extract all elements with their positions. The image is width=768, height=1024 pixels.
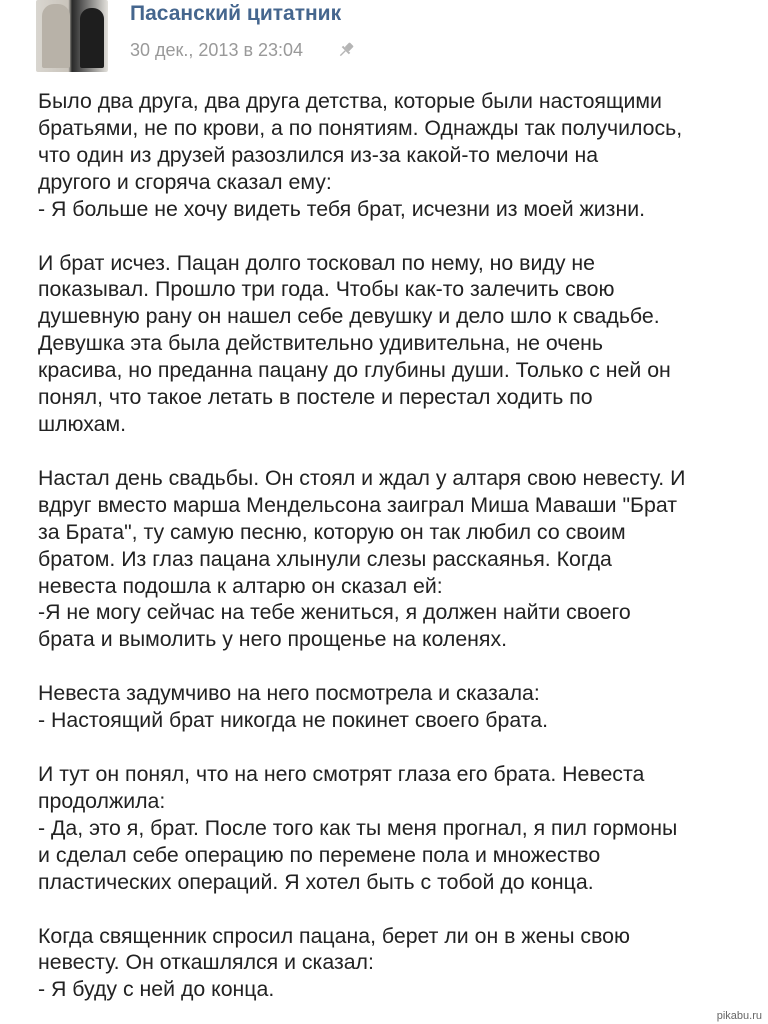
author-name-link[interactable]: Пасанский цитатник bbox=[130, 2, 342, 25]
text-line: другого и сгоряча сказал ему: bbox=[38, 169, 332, 194]
text-line: понял, что такое летать в постеле и перестал ходить по bbox=[38, 385, 593, 410]
text-line: - Настоящий брат никогда не покинет своего брата. bbox=[38, 708, 549, 733]
post-paragraph bbox=[38, 465, 758, 653]
post-paragraph bbox=[38, 88, 758, 223]
text-line: -Я не могу сейчас на тебе жениться, я должен найти своего bbox=[38, 600, 631, 625]
text-line: брата и вымолить у него прощенье на коленях. bbox=[38, 627, 508, 652]
text-line: - Я больше не хочу видеть тебя брат, исчезни из моей жизни. bbox=[38, 196, 646, 221]
post-paragraph bbox=[38, 250, 758, 438]
text-line: - Я буду с ней до конца. bbox=[38, 977, 275, 1002]
text-line: Настал день свадьбы. Он стоял и ждал у алтаря свою невесту. И bbox=[38, 465, 686, 490]
watermark: pikabu.ru bbox=[716, 1010, 762, 1022]
text-line: показывал. Прошло три года. Чтобы как-то залечить свою bbox=[38, 277, 615, 302]
text-line: душевную рану он нашел себе девушку и дело шло к свадьбе. bbox=[38, 304, 660, 329]
avatar-figure-left bbox=[42, 4, 70, 68]
avatar-figure-right bbox=[80, 8, 104, 68]
text-line: И тут он понял, что на него смотрят глаза его брата. Невеста bbox=[38, 762, 645, 787]
text-line: Девушка эта была действительно удивительна, не очень bbox=[38, 331, 604, 356]
text-line: И брат исчез. Пацан долго тосковал по нему, но виду не bbox=[38, 250, 595, 275]
text-line: шлюхам. bbox=[38, 411, 127, 436]
post-paragraph bbox=[38, 680, 758, 734]
text-line: вдруг вместо марша Мендельсона заиграл Миша Маваши "Брат bbox=[38, 492, 677, 517]
text-line: пластических операций. Я хотел быть с тобой до конца. bbox=[38, 869, 594, 894]
text-line: братом. Из глаз пацана хлынули слезы расскаянья. Когда bbox=[38, 546, 612, 571]
text-line: за Брата", ту самую песню, которую он так любил со своим bbox=[38, 519, 626, 544]
text-line: Когда священник спросил пацана, берет ли он в жены свою bbox=[38, 923, 630, 948]
text-line: Невеста задумчиво на него посмотрела и сказала: bbox=[38, 681, 540, 706]
post-paragraph bbox=[38, 761, 758, 896]
text-line: и сделал себе операцию по перемене пола и множество bbox=[38, 842, 601, 867]
post-date-link[interactable]: 30 дек., 2013 в 23:04 bbox=[130, 40, 304, 60]
text-line: братьями, не по крови, а по понятиям. Однажды так получилось, bbox=[38, 115, 683, 140]
avatar[interactable] bbox=[36, 0, 108, 72]
text-line: невеста подошла к алтарю он сказал ей: bbox=[38, 573, 443, 598]
pin-icon[interactable] bbox=[336, 40, 356, 60]
text-line: красива, но преданна пацану до глубины души. Только с ней он bbox=[38, 358, 671, 383]
text-line: - Да, это я, брат. После того как ты меня прогнал, я пил гормоны bbox=[38, 815, 678, 840]
post-paragraph bbox=[38, 923, 758, 1004]
text-line: продолжила: bbox=[38, 788, 166, 813]
text-line: невесту. Он откашлялся и сказал: bbox=[38, 950, 374, 975]
post-text bbox=[38, 88, 758, 1024]
text-line: Было два друга, два друга детства, которые были настоящими bbox=[38, 89, 662, 113]
text-line: что один из друзей разозлился из-за какой-то мелочи на bbox=[38, 142, 599, 167]
